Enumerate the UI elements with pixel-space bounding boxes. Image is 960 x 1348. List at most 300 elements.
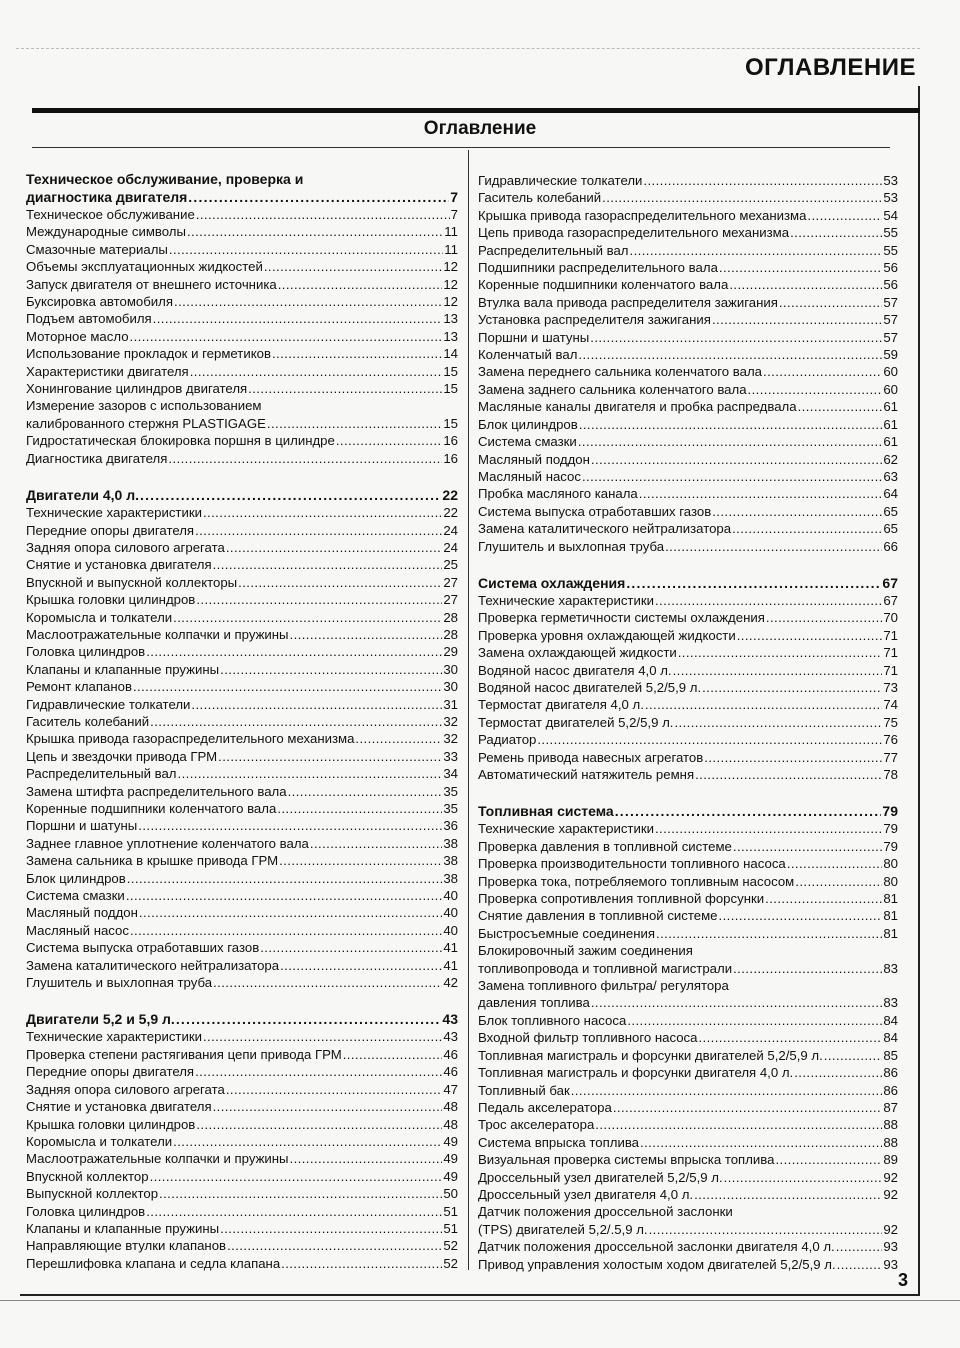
toc-page-number: 86 [883,1082,898,1098]
toc-page-number: 78 [883,767,898,782]
dot-leader [190,363,443,380]
toc-page-number: 13 [443,328,458,344]
toc-entry-title-line: калиброванного стержня PLASTIGAGE [26,415,266,431]
toc-page-number: 52 [443,1238,458,1254]
toc-entry-title: Маслоотражательные колпачки и пружины [26,626,289,642]
toc-page-number: 27 [443,574,458,590]
toc-page-number: 88 [883,1117,898,1133]
toc-entry [478,592,898,609]
toc-page-number: 25 [443,557,458,573]
dot-leader [176,1010,442,1028]
dot-leader [310,835,442,852]
toc-entry [26,974,458,991]
page-number: 3 [897,1270,908,1290]
toc-entry [26,852,458,869]
toc-page-number: 15 [443,415,458,431]
toc-entry [26,1150,458,1167]
toc-entry-title: Снятие и установка двигателя [26,557,212,573]
toc-page-number: 93 [883,1239,898,1255]
toc-entry [26,748,458,765]
toc-entry-title: Гаситель колебаний [478,190,602,206]
toc-section-heading [26,170,458,206]
toc-entry [26,258,458,275]
toc-page-number: 65 [883,521,898,537]
dot-leader [127,870,443,887]
toc-entry [478,1047,898,1064]
toc-page-number: 83 [883,995,898,1011]
toc-page-number: 48 [443,1099,458,1115]
dot-leader [220,1220,442,1237]
toc-entry [478,538,898,555]
toc-entry-title: Распределительный вал [478,242,629,258]
toc-entry-title: Технические характеристики [478,821,654,837]
dot-leader [673,662,883,679]
toc-entry-title: Гаситель колебаний [26,713,150,729]
toc-entry [478,1029,898,1046]
toc-entry [26,380,458,397]
toc-entry [478,381,898,398]
toc-entry-title: Направляющие втулки клапанов [26,1238,227,1254]
toc-entry-title: Маслоотражательные колпачки и пружины [26,1151,289,1167]
dot-leader [279,852,442,869]
toc-entry [26,241,458,258]
toc-entry-title: Снятие давления в топливной системе [478,908,718,924]
dot-leader [288,783,443,800]
running-header-title: ОГЛАВЛЕНИЕ [733,52,924,86]
dot-leader [343,1046,443,1063]
toc-entry-title: Хонингование цилиндров двигателя [26,381,248,397]
toc-entry [478,696,898,713]
toc-entry-title: Клапаны и клапанные пружины [26,661,220,677]
toc-entry-title: Датчик положения дроссельной заслонки двигателя 4,0 л. [478,1239,835,1255]
toc-entry [26,556,458,573]
toc-entry-title: Замена переднего сальника коленчатого вала [478,364,763,380]
toc-page-number: 57 [883,294,898,310]
toc-entry [478,679,898,696]
toc-entry-title: Система впрыска топлива [478,1134,640,1150]
dot-leader [678,644,883,661]
title-rule [32,147,890,148]
toc-page-number: 84 [883,1012,898,1028]
toc-page-number: 81 [883,925,898,941]
toc-entry [478,662,898,679]
toc-entry-title: Блок цилиндров [26,870,126,886]
dot-leader [615,802,882,820]
dot-leader [150,1168,443,1185]
toc-page-number: 73 [883,679,898,695]
toc-entry [26,1081,458,1098]
dot-leader [763,363,882,380]
toc-entry [478,855,898,872]
toc-page-number: 57 [883,312,898,328]
toc-page-number: 77 [883,749,898,765]
toc-entry-title-line: Техническое обслуживание, проверка и [26,171,304,187]
dot-leader [139,904,442,921]
dot-leader [213,974,442,991]
toc-section-heading [26,1010,458,1028]
toc-entry [26,310,458,327]
dot-leader [695,766,882,783]
toc-entry [26,432,458,449]
toc-entry [478,731,898,748]
toc-entry-title: Трос акселератора [478,1117,595,1133]
dot-leader [133,678,442,695]
dot-leader [173,609,442,626]
dot-leader [674,714,882,731]
toc-page-number: 53 [883,173,898,188]
toc-page-number: 12 [443,259,458,275]
toc-entry [478,1256,898,1273]
toc-entry [26,345,458,362]
toc-entry-title: Замена каталитического нейтрализатора [478,521,732,537]
toc-entry [478,873,898,890]
dot-leader [153,310,443,327]
toc-entry [26,1046,458,1063]
toc-entry-title: Запуск двигателя от внешнего источника [26,276,277,292]
toc-entry [478,451,898,468]
toc-entry-title: Водяной насос двигателей 5,2/5,9 л. [478,679,702,695]
toc-entry-title: Пробка масляного канала [478,486,638,502]
dot-leader [126,887,443,904]
toc-entry-title: Проверка сопротивления топливной форсунки [478,891,765,907]
dot-leader [227,1237,442,1254]
toc-entry-title: Масляный поддон [478,451,590,467]
dot-leader [649,1221,883,1238]
dot-leader [579,416,883,433]
toc-entry-title: Топливная система [478,803,614,820]
dot-leader [836,1238,883,1255]
toc-page-number: 28 [443,626,458,642]
dot-leader [355,730,442,747]
toc-entry [26,696,458,713]
toc-entry-title: Быстросъемные соединения [478,925,656,941]
toc-page-number: 60 [883,381,898,397]
toc-page-number: 15 [443,363,458,379]
toc-page-number: 63 [883,468,898,484]
toc-entry-title: Перешлифовка клапана и седла клапана [26,1255,281,1271]
toc-entry [26,800,458,817]
toc-entry-title: Заднее главное уплотнение коленчатого вала [26,835,309,851]
toc-entry [26,1063,458,1080]
toc-page-number: 38 [443,870,458,886]
toc-entry [26,574,458,591]
toc-entry-title: Водяной насос двигателя 4,0 л. [478,662,672,678]
dot-leader [794,1064,882,1081]
toc-entry-title: Ремонт клапанов [26,679,132,695]
dot-leader [130,328,443,345]
toc-entry [26,1255,458,1272]
toc-entry [478,1012,898,1029]
toc-page-number: 65 [883,503,898,519]
dot-leader [765,890,882,907]
toc-page-number: 64 [883,486,898,502]
toc-entry [26,363,458,380]
toc-page-number: 71 [883,627,898,643]
toc-entry-title: Моторное масло [26,328,129,344]
toc-page-number: 84 [883,1030,898,1046]
toc-entry-title: Подшипники распределительного вала [478,260,718,276]
toc-page-number: 79 [882,803,898,820]
toc-page-number: 40 [443,888,458,904]
toc-entry [478,520,898,537]
toc-entry [26,765,458,782]
dot-leader [733,960,882,977]
dot-leader [824,1047,883,1064]
toc-entry-last-line [478,960,898,977]
toc-page-number: 41 [443,940,458,956]
dot-leader [630,242,883,259]
section-gap [478,783,898,802]
toc-entry-title: Визуальная проверка системы впрыска топлива [478,1152,775,1168]
toc-entry-last-line [26,415,458,432]
toc-entry [26,817,458,834]
dot-leader [582,468,882,485]
toc-entry [478,311,898,328]
toc-entry-title: Система смазки [26,888,125,904]
toc-entry-title: Технические характеристики [26,1029,202,1045]
toc-entry [478,503,898,520]
toc-page-number: 71 [883,662,898,678]
toc-page-number: 52 [443,1255,458,1271]
toc-page-number: 80 [883,856,898,872]
column-divider [468,150,469,1270]
toc-entry-title: Термостат двигателя 4,0 л. [478,697,644,713]
toc-entry-title: Цепь привода газораспределительного механизма [478,225,790,241]
toc-page-number: 55 [883,242,898,258]
toc-entry-title: Коромысла и толкатели [26,1133,173,1149]
toc-entry [478,644,898,661]
toc-entry-title: Коленчатый вал [478,347,578,363]
toc-entry-title: Привод управления холостым ходом двигателей 5,2/5,9 л. [478,1256,836,1272]
toc-page-number: 74 [883,697,898,713]
dot-leader [779,294,882,311]
toc-entry [478,294,898,311]
toc-page-number: 70 [883,610,898,626]
dot-leader [665,538,882,555]
toc-page-number: 49 [443,1151,458,1167]
toc-entry-title: Замена штифта распределительного вала [26,783,287,799]
toc-page-number: 15 [443,381,458,397]
toc-entry [478,890,898,907]
toc-page-number: 16 [443,450,458,466]
toc-page-number: 81 [883,908,898,924]
toc-entry [26,643,458,660]
toc-page-number: 49 [443,1133,458,1149]
toc-section-heading [26,486,458,504]
toc-entry-title: Поршни и шатуны [478,329,590,345]
toc-page-number: 54 [883,207,898,223]
toc-entry-title-line: Датчик положения дроссельной заслонки [478,1204,733,1220]
toc-entry-title: Масляный поддон [26,905,138,921]
toc-entry-title: Замена каталитического нейтрализатора [26,957,280,973]
toc-entry [478,468,898,485]
dot-leader [537,731,882,748]
toc-page-number: 87 [883,1099,898,1115]
dot-leader [712,311,882,328]
toc-entry-title: Система охлаждения [478,574,626,591]
top-bar [32,108,920,113]
toc-entry-title: Замена заднего сальника коленчатого вала [478,381,747,397]
toc-entry [26,922,458,939]
toc-entry [478,398,898,415]
dot-leader [146,1203,442,1220]
dot-leader [733,838,882,855]
toc-entry-title: Диагностика двигателя [26,450,168,466]
toc-entry-last-line [26,188,458,206]
toc-page-number: 56 [883,277,898,293]
toc-page-number: 46 [443,1064,458,1080]
toc-entry-title: Головка цилиндров [26,644,146,660]
dot-leader [196,206,450,223]
toc-entry-title-line: давления топлива [478,995,590,1011]
toc-page-number: 35 [443,783,458,799]
toc-entry-title: Блок топливного насоса [478,1012,627,1028]
toc-entry-title: Дроссельный узел двигателей 5,2/5,9 л. [478,1169,723,1185]
toc-entry [478,242,898,259]
toc-entry [478,224,898,241]
toc-entry-title: Крышка головки цилиндров [26,1116,196,1132]
toc-entry [26,730,458,747]
toc-page-number: 66 [883,538,898,554]
toc-page-number: 89 [883,1152,898,1168]
toc-entry [478,329,898,346]
toc-page-number: 47 [443,1081,458,1097]
dot-leader [278,276,443,293]
toc-page-number: 83 [883,960,898,976]
toc-page-number: 42 [443,975,458,991]
toc-entry [478,1151,898,1168]
toc-entry-title: Техническое обслуживание [26,207,195,222]
dot-leader [159,1185,442,1202]
toc-entry-title: Характеристики двигателя [26,363,189,379]
dot-leader [195,522,442,539]
toc-entry [478,259,898,276]
toc-entry [26,223,458,240]
toc-entry-title: Крышка головки цилиндров [26,592,196,608]
toc-entry-title: Масляные каналы двигателя и пробка распредвала [478,399,797,415]
toc-entry-title: Впускной коллектор [26,1168,149,1184]
toc-entry [478,1064,898,1081]
toc-entry-title-line: (TPS) двигателей 5,2/.5,9 л. [478,1221,648,1237]
toc-entry-title: Система выпуска отработавших газов [26,940,260,956]
toc-page-number: 67 [882,574,898,591]
toc-entry-title: Коромысла и толкатели [26,609,173,625]
toc-page-number: 28 [443,609,458,625]
toc-page-number: 92 [883,1221,898,1237]
toc-entry-title: Дроссельный узел двигателя 4,0 л. [478,1186,694,1202]
toc-entry [478,485,898,502]
toc-entry-title: Передние опоры двигателя [26,522,195,538]
toc-page-number: 57 [883,329,898,345]
toc-entry [26,504,458,521]
toc-entry [478,416,898,433]
toc-entry [26,661,458,678]
section-gap [26,991,458,1010]
dot-leader [196,1116,442,1133]
dot-leader [698,1029,882,1046]
toc-left-column [26,170,458,1272]
dot-leader [766,609,882,626]
toc-entry-title: Головка цилиндров [26,1203,146,1219]
toc-entry [26,1028,458,1045]
dot-leader [578,346,882,363]
toc-entry [478,609,898,626]
dot-leader [795,873,882,890]
toc-page-number: 61 [883,434,898,450]
toc-page-number: 16 [443,433,458,449]
dot-leader [130,922,442,939]
dot-leader [174,293,442,310]
toc-entry [26,1203,458,1220]
dot-leader [281,1255,442,1272]
dot-leader [775,1151,882,1168]
toc-entry [478,749,898,766]
dot-leader [260,939,442,956]
dot-leader [798,398,883,415]
toc-page-number: 71 [883,645,898,661]
toc-entry [478,207,898,224]
toc-entry-title: Автоматический натяжитель ремня [478,767,695,782]
dot-leader [277,800,442,817]
dot-leader [787,855,883,872]
toc-page-number: 51 [443,1203,458,1219]
dot-leader [591,451,882,468]
toc-entry [26,626,458,643]
toc-entry [478,1238,898,1255]
page-edge [0,1300,960,1301]
toc-page-number: 22 [443,505,458,521]
toc-entry-title: Впускной и выпускной коллекторы [26,574,238,590]
toc-entry [478,907,898,924]
toc-page-number: 86 [883,1065,898,1081]
dot-leader [248,380,442,397]
toc-entry [26,397,458,432]
toc-entry-title: Задняя опора силового агрегата [26,539,225,555]
dot-leader [643,172,882,189]
toc-entry-title: Гидравлические толкатели [26,696,191,712]
toc-entry [26,206,458,223]
toc-page-number: 76 [883,732,898,748]
toc-entry-title: Крышка привода газораспределительного механизма [478,207,807,223]
toc-entry [26,1220,458,1237]
toc-page-number: 85 [883,1047,898,1063]
dot-leader [213,556,443,573]
dot-leader [169,241,443,258]
toc-entry [26,1185,458,1202]
toc-entry-title: Втулка вала привода распределителя зажигания [478,294,778,310]
toc-page-number: 7 [450,189,458,205]
toc-entry [478,977,898,1012]
dot-leader [213,1098,443,1115]
toc-page-number: 55 [883,225,898,241]
toc-entry [478,346,898,363]
toc-entry-title-line: Замена топливного фильтра/ регулятора [478,978,729,994]
toc-page-number: 61 [883,399,898,415]
dot-leader [173,1133,442,1150]
toc-page-number: 35 [443,801,458,816]
toc-entry-title: Технические характеристики [478,592,654,608]
toc-page-number: 33 [443,748,458,764]
toc-entry [26,591,458,608]
toc-entry [26,957,458,974]
toc-entry-title: Проверка уровня охлаждающей жидкости [478,627,736,643]
toc-entry-title: Блок цилиндров [478,416,578,432]
dot-leader [238,574,442,591]
dot-leader [719,259,882,276]
dot-leader [187,223,443,240]
toc-entry-title: Ремень привода навесных агрегатов [478,749,704,765]
toc-entry [26,939,458,956]
